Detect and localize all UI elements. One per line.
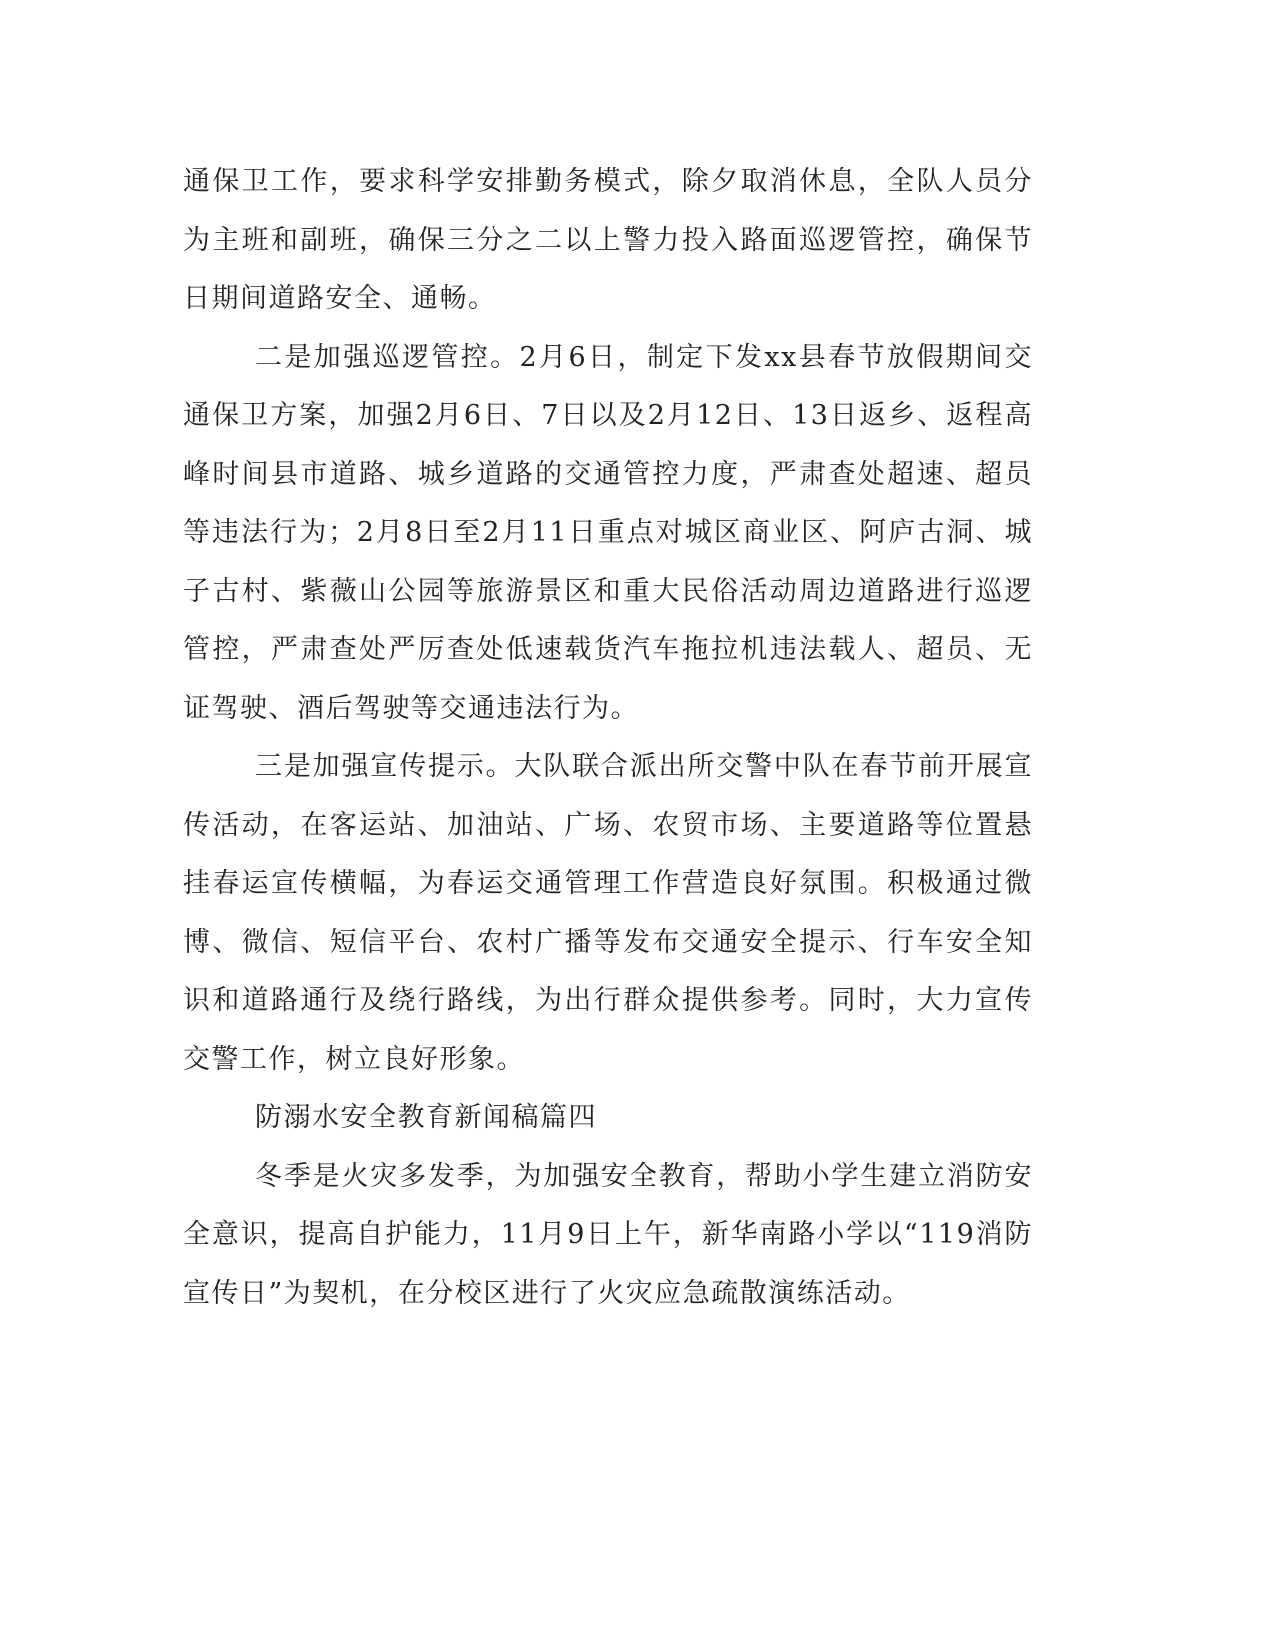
paragraph-fire-drill: 冬季是火灾多发季，为加强安全教育，帮助小学生建立消防安全意识，提高自护能力，11月9日上午，新华南路小学以“119消防宣传日”为契机，在分校区进行了火灾应急疏散演练活动。 <box>183 1160 1033 1309</box>
document-body <box>183 153 1033 1323</box>
paragraph-patrol-control: 二是加强巡逻管控。2月6日，制定下发xx县春节放假期间交通保卫方案，加强2月6日、7日以及2月12日、13日返乡、返程高峰时间县市道路、城乡道路的交通管控力度，严肃查处超速、超员等违法行为；2月8日至2月11日重点对城区商业区、阿庐古洞、城子古村、紫薇山公园等旅游景区和重大民俗活动周边道路进行巡逻管控，严肃查处严厉查处低速载货汽车拖拉机违法载人、超员、无证驾驶、酒后驾驶等交通违法行为。 <box>183 341 1033 724</box>
paragraph-publicity: 三是加强宣传提示。大队联合派出所交警中队在春节前开展宣传活动，在客运站、加油站、广场、农贸市场、主要道路等位置悬挂春运宣传横幅，为春运交通管理工作营造良好氛围。积极通过微博、微信、短信平台、农村广播等发布交通安全提示、行车安全知识和道路通行及绕行路线，为出行群众提供参考。同时，大力宣传交警工作，树立良好形象。 <box>183 751 1033 1075</box>
section-heading: 防溺水安全教育新闻稿篇四 <box>255 1102 597 1133</box>
paragraph-continuation: 通保卫工作，要求科学安排勤务模式，除夕取消休息，全队人员分为主班和副班，确保三分之二以上警力投入路面巡逻管控，确保节日期间道路安全、通畅。 <box>183 166 1033 314</box>
